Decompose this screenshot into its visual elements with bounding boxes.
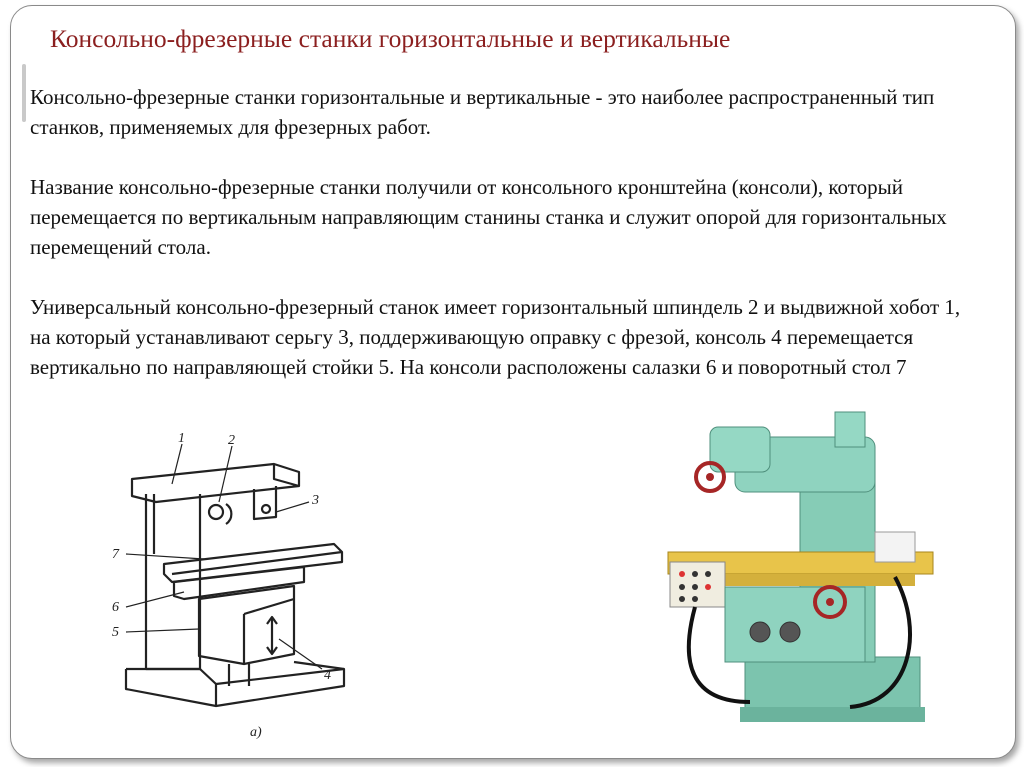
milling-machine-photo: [650, 402, 940, 732]
label-spindle: 2: [228, 433, 235, 448]
label-arbor-support: 3: [312, 493, 319, 508]
label-overarm: 1: [178, 431, 185, 446]
paragraph-name-origin: Название консольно-фрезерные станки получили от консольного кронштейна (консоли), который перемещается по вертикальным направляющим станины станка и служит опорой для горизонтальных перемещений стола.: [30, 175, 947, 259]
paragraph-intro: Консольно-фрезерные станки горизонтальные и вертикальные - это наиболее распространенный тип станков, применяемых для фрезерных работ.: [30, 85, 935, 139]
label-column: 5: [112, 625, 119, 640]
diagram-caption: а): [250, 725, 262, 740]
spindle-outline: [209, 505, 223, 519]
paragraph-universal: Универсальный консольно-фрезерный станок имеет горизонтальный шпиндель 2 и выдвижной хобот 1, на который устанавливают серьгу 3, поддерживающую оправку с фрезой, консоль 4 перемещается вертикально по направляющей стойки 5. На консоли расположены салазки 6 и поворотный стол 7: [30, 295, 961, 379]
milling-machine-diagram: [104, 424, 364, 754]
accent-bar: [22, 64, 26, 122]
label-table: 7: [112, 547, 119, 562]
slide-title: Консольно-фрезерные станки горизонтальные и вертикальные: [50, 24, 731, 53]
label-knee: 4: [324, 668, 331, 683]
knee-outline: [199, 586, 294, 664]
slide-body: [30, 82, 980, 412]
label-saddle: 6: [112, 600, 119, 615]
